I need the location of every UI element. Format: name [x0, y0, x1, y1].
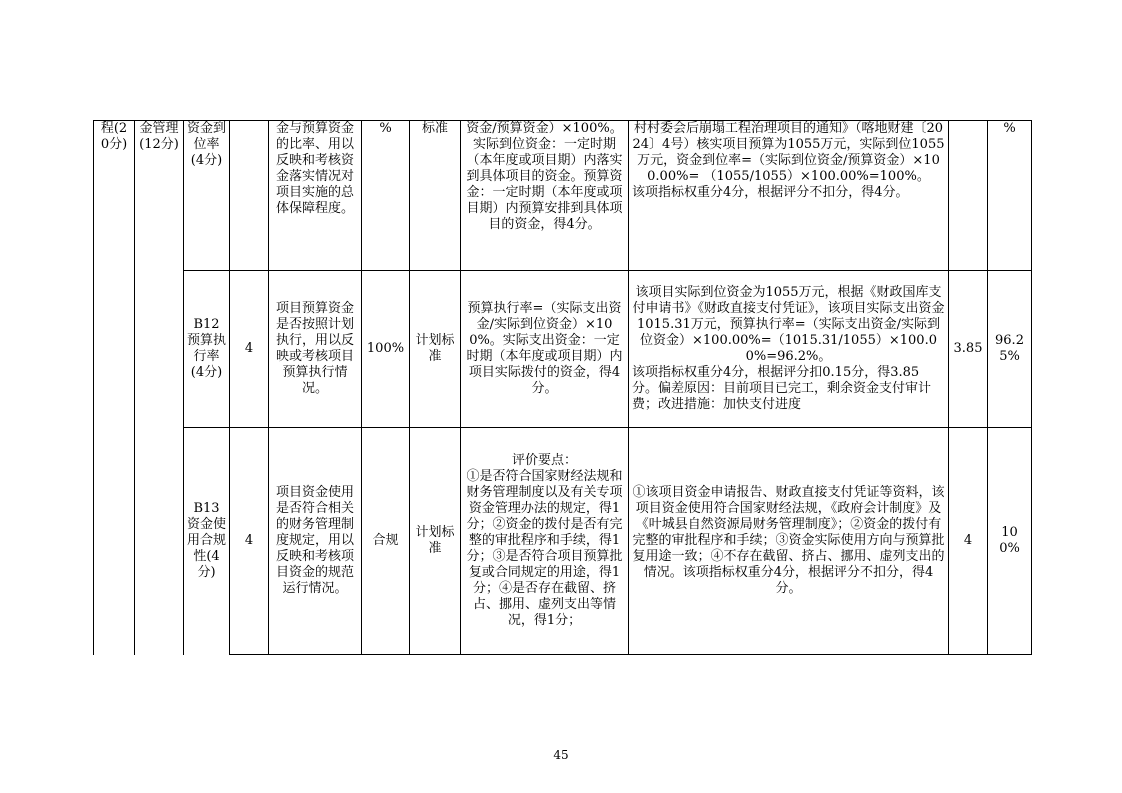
weight-cell: 4: [230, 271, 269, 428]
evidence-cell: [629, 271, 949, 428]
level2-cell: 金管理(12分): [135, 121, 184, 655]
actual-cell: %: [988, 121, 1032, 271]
actual-cell: 100%: [988, 428, 1032, 655]
target-cell: 合规: [362, 428, 410, 655]
explanation-cell: 金与预算资金的比率、用以反映和考核资金落实情况对项目实施的总体保障程度。: [269, 121, 362, 271]
standard-type-cell: 计划标准: [410, 428, 461, 655]
evidence-paragraph: 该项指标权重分4分，根据评分扣0.15分，得3.85分。偏差原因：目前项目已完工，剩余资金支付审计费；改进措施：加快支付进度: [632, 365, 932, 412]
standard-type-cell: 标准: [410, 121, 461, 271]
scoring-cell: [461, 428, 629, 655]
table-row: [94, 428, 1032, 655]
explanation-cell: 项目资金使用是否符合相关的财务管理制度规定，用以反映和考核项目资金的规范运行情况。: [269, 428, 362, 655]
page-number: 45: [553, 748, 569, 762]
scoring-cell: 预算执行率=（实际支出资金/实际到位资金）×100%。实际支出资金：一定时期（本年度或项目期）内项目实际拨付的资金，得4分。: [461, 271, 629, 428]
target-cell: 100%: [362, 271, 410, 428]
explanation-cell: 项目预算资金是否按照计划执行，用以反映或考核项目预算执行情况。: [269, 271, 362, 428]
indicator-cell: 资金到位率(4分): [184, 121, 230, 271]
indicator-cell: B13 资金使用合规性(4分): [184, 428, 230, 655]
evidence-paragraph: 该项目实际到位资金为1055万元，根据《财政国库支付申请书》《财政直接支付凭证》，该项目实际支出资金1015.31万元，预算执行率=（实际支出资金/实际到位资金）×100.00%=（1015.31/1055）×100.00%=96.2%。: [632, 285, 945, 364]
scoring-cell: 资金/预算资金）×100%。实际到位资金：一定时期（本年度或项目期）内落实到具体项目的资金。预算资金：一定时期（本年度或项目期）内预算安排到具体项目的资金，得4分。: [461, 121, 629, 271]
score-cell: 3.85: [949, 271, 988, 428]
level1-cell: 程(20分): [94, 121, 135, 655]
target-cell: %: [362, 121, 410, 271]
table-row: [94, 271, 1032, 428]
score-cell: 4: [949, 428, 988, 655]
evidence-paragraph: 村村委会后崩塌工程治理项目的通知》（喀地财建〔2024〕4号）核实项目预算为1055万元，实际到位1055万元，资金到位率=（实际到位资金/预算资金）×100.00%= （1055/1055）×100.00%=100%。: [632, 121, 945, 184]
evaluation-table: [93, 120, 1032, 655]
evidence-cell: [629, 121, 949, 271]
indicator-cell: B12 预算执行率(4分): [184, 271, 230, 428]
weight-cell: [230, 121, 269, 271]
scoring-title: 评价要点：: [511, 453, 577, 468]
evidence-paragraph: 该项指标权重分4分，根据评分不扣分，得4分。: [632, 185, 909, 200]
scoring-text: ①是否符合国家财经法规和财务管理制度以及有关专项资金管理办法的规定，得1分；②资金的拨付是否有完整的审批程序和手续，得1分；③是否符合项目预算批复或合同规定的用途，得1分；④是否存在截留、挤占、挪用、虚列支出等情况，得1分；: [466, 469, 623, 628]
evidence-cell: [629, 428, 949, 655]
score-cell: [949, 121, 988, 271]
evidence-paragraph: ①该项目资金申请报告、财政直接支付凭证等资料，该项目资金使用符合国家财经法规，《政府会计制度》及《叶城县自然资源局财务管理制度》；②资金的拨付有完整的审批程序和手续；③资金实际使用方向与预算批复用途一致；④不存在截留、挤占、挪用、虚列支出的情况。该项指标权重分4分，根据评分不扣分，得4分。: [632, 485, 945, 596]
actual-cell: 96.25%: [988, 271, 1032, 428]
standard-type-cell: 计划标准: [410, 271, 461, 428]
weight-cell: 4: [230, 428, 269, 655]
table-row: [94, 121, 1032, 271]
